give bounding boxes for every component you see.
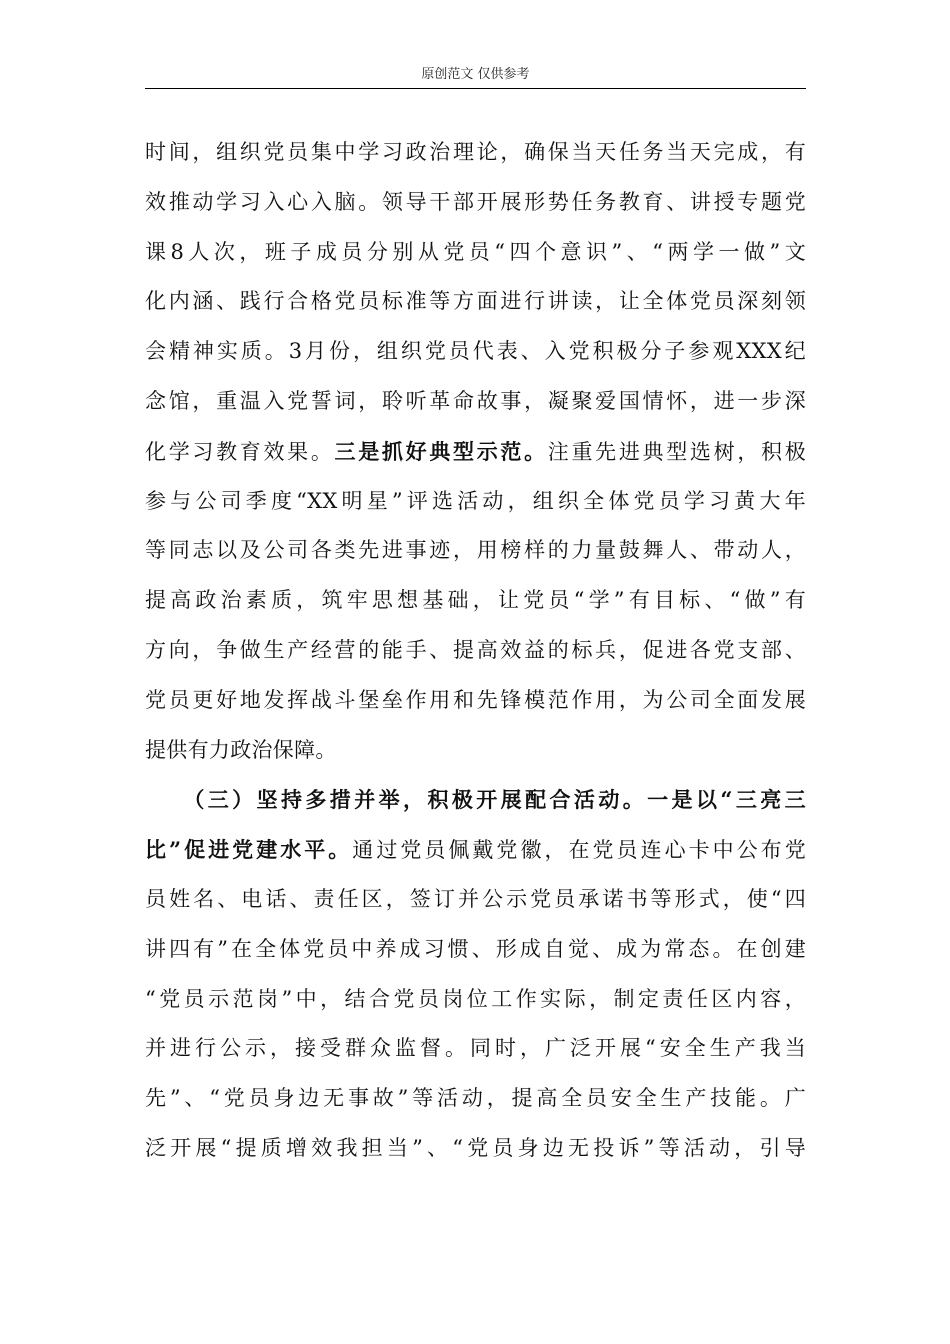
page-header: 原创范文 仅供参考	[145, 62, 806, 89]
text-line	[145, 676, 806, 726]
text-segment: 并进行公示，接受群众监督。同时，广泛开展“安全生产我当	[145, 1036, 806, 1061]
text-segment: 化内涵、践行合格党员标准等方面进行讲读，让全体党员深刻领	[145, 289, 806, 314]
bold-text-segment: 比”促进党建水平。	[145, 837, 353, 863]
text-line	[145, 477, 806, 527]
text-segment: 讲四有”在全体党员中养成习惯、形成自觉、成为常态。在创建	[145, 936, 806, 961]
text-segment: 提高政治素质，筑牢思想基础，让党员“学”有目标、“做”有	[145, 588, 806, 613]
text-segment: 化学习教育效果。	[145, 439, 335, 464]
text-line	[145, 975, 806, 1025]
text-segment: 念馆，重温入党誓词，聆听革命故事，凝聚爱国情怀，进一步深	[145, 388, 806, 413]
text-line	[145, 377, 806, 427]
text-segment: 课8人次，班子成员分别从党员“四个意识”、“两学一做”文	[145, 239, 806, 264]
text-segment: “党员示范岗”中，结合党员岗位工作实际，制定责任区内容，	[145, 986, 806, 1011]
text-segment: 效推动学习入心入脑。领导干部开展形势任务教育、讲授专题党	[145, 189, 806, 214]
text-segment: 提供有力政治保障。	[145, 737, 337, 762]
bold-text-segment: （三）坚持多措并举，积极开展配合活动。一是以“三亮三	[193, 787, 806, 813]
text-line	[145, 1024, 806, 1074]
text-line	[145, 327, 806, 377]
text-line	[145, 128, 806, 178]
text-line	[145, 427, 806, 477]
text-segment: 注重先进典型选树，积极	[547, 439, 806, 464]
text-line	[145, 626, 806, 676]
text-line	[145, 1074, 806, 1124]
text-segment: 先”、“党员身边无事故”等活动，提高全员安全生产技能。广	[145, 1086, 806, 1111]
text-segment: 参与公司季度“XX明星”评选活动，组织全体党员学习黄大年	[145, 488, 806, 513]
text-line	[145, 178, 806, 228]
text-segment: 会精神实质。3月份，组织党员代表、入党积极分子参观XXX纪	[145, 339, 806, 364]
text-line	[145, 875, 806, 925]
text-line	[145, 228, 806, 278]
text-segment: 方向，争做生产经营的能手、提高效益的标兵，促进各党支部、	[145, 637, 806, 662]
text-segment: 时间，组织党员集中学习政治理论，确保当天任务当天完成，有	[145, 140, 806, 164]
text-segment: 通过党员佩戴党徽，在党员连心卡中公布党	[352, 838, 807, 863]
text-line	[145, 775, 806, 825]
text-line	[145, 726, 806, 776]
text-segment: 党员更好地发挥战斗堡垒作用和先锋模范作用，为公司全面发展	[145, 687, 806, 712]
text-segment	[145, 788, 194, 812]
text-line	[145, 277, 806, 327]
text-line	[145, 526, 806, 576]
text-line	[145, 1124, 806, 1174]
text-segment: 泛开展“提质增效我担当”、“党员身边无投诉”等活动，引导	[145, 1135, 806, 1160]
bold-text-segment: 三是抓好典型示范。	[334, 438, 548, 464]
text-line	[145, 576, 806, 626]
text-segment: 等同志以及公司各类先进事迹，用榜样的力量鼓舞人、带动人，	[145, 538, 806, 563]
document-body	[145, 128, 806, 1174]
text-line	[145, 925, 806, 975]
text-segment: 员姓名、电话、责任区，签订并公示党员承诺书等形式，使“四	[145, 886, 806, 911]
text-line	[145, 825, 806, 875]
